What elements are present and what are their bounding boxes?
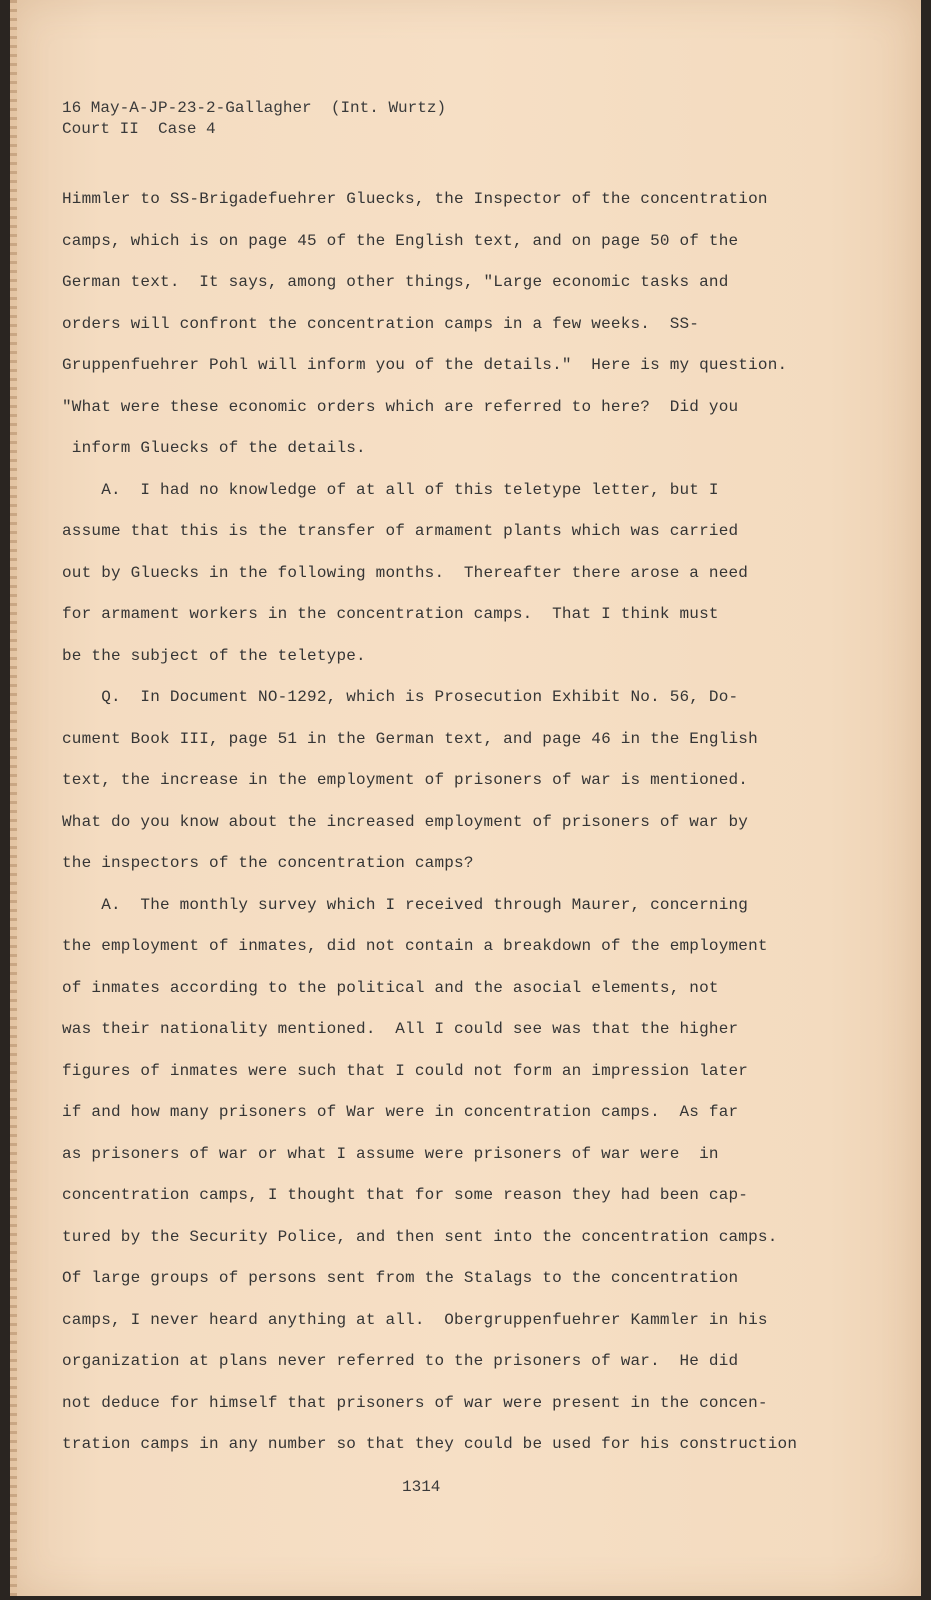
text-line: Gruppenfuehrer Pohl will inform you of the details." Here is my question. [62, 356, 788, 374]
text-line: camps, I never heard anything at all. Obergruppenfuehrer Kammler in his [62, 1310, 768, 1329]
text-line: the employment of inmates, did not contain a breakdown of the employment [62, 937, 768, 955]
text-line: Himmler to SS-Brigadefuehrer Gluecks, the Inspector of the concentration [62, 190, 768, 208]
header-line-1: 16 May-A-JP-23-2-Gallagher (Int. Wurtz) [62, 99, 447, 117]
text-line: camps, which is on page 45 of the English text, and on page 50 of the [62, 231, 739, 250]
text-line: inform Gluecks of the details. [62, 439, 366, 457]
header-line-2: Court II Case 4 [62, 120, 216, 138]
text-line: text, the increase in the employment of prisoners of war is mentioned. [62, 771, 749, 789]
page-number: 1314 [402, 1478, 441, 1496]
document-page [10, 0, 921, 1596]
text-line: "What were these economic orders which are referred to here? Did you [62, 397, 739, 416]
text-line: was their nationality mentioned. All I could see was that the higher [62, 1020, 739, 1038]
text-line: concentration camps, I thought that for some reason they had been cap- [62, 1186, 749, 1204]
text-line: not deduce for himself that prisoners of war were present in the concen- [62, 1393, 768, 1412]
transcript-body [62, 179, 832, 1466]
text-line: for armament workers in the concentration camps. That I think must [62, 605, 719, 623]
text-line: organization at plans never referred to the prisoners of war. He did [62, 1352, 739, 1370]
text-line: be the subject of the teletype. [62, 646, 366, 665]
text-line: tration camps in any number so that they could be used for his construction [62, 1435, 798, 1453]
text-line: cument Book III, page 51 in the German text, and page 46 in the English [62, 729, 758, 748]
text-line: as prisoners of war or what I assume were prisoners of war were in [62, 1144, 719, 1163]
text-line: if and how many prisoners of War were in concentration camps. As far [62, 1103, 739, 1121]
text-line: A. The monthly survey which I received through Maurer, concerning [62, 895, 749, 914]
text-line: A. I had no knowledge of at all of this teletype letter, but I [62, 480, 719, 499]
text-line: assume that this is the transfer of armament plants which was carried [62, 522, 739, 540]
document-header [62, 98, 446, 140]
text-line: orders will confront the concentration camps in a few weeks. SS- [62, 314, 700, 333]
text-line: Of large groups of persons sent from the Stalags to the concentration [62, 1269, 739, 1287]
text-line: figures of inmates were such that I could not form an impression later [62, 1061, 749, 1080]
text-line: What do you know about the increased employment of prisoners of war by [62, 812, 749, 831]
text-line: Q. In Document NO-1292, which is Prosecution Exhibit No. 56, Do- [62, 688, 739, 706]
text-line: German text. It says, among other things, "Large economic tasks and [62, 273, 729, 291]
text-line: of inmates according to the political and the asocial elements, not [62, 978, 719, 997]
text-line: out by Gluecks in the following months. Thereafter there arose a need [62, 563, 749, 582]
text-line: the inspectors of the concentration camps? [62, 854, 474, 872]
text-line: tured by the Security Police, and then sent into the concentration camps. [62, 1227, 778, 1246]
